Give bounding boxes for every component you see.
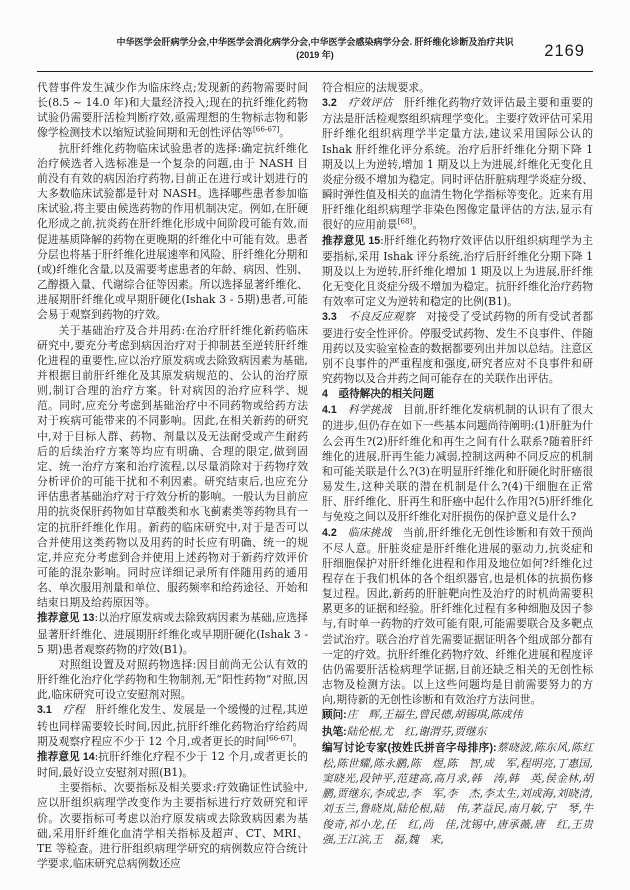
- text-run: 庄 辉,王福生,曾民德,胡锡琪,陈成伟: [346, 708, 523, 722]
- article-body: [37, 80, 604, 871]
- paragraph-basic-treatment: [37, 323, 308, 611]
- page-header: [37, 36, 593, 70]
- paragraph-regulation-continued: [322, 80, 593, 95]
- text-run: 执笔:: [322, 725, 347, 738]
- text-run: 编写讨论专家(按姓氏拼音字母排序):: [322, 741, 497, 754]
- text-run: 符合相应的法规要求。: [322, 81, 430, 94]
- text-run: 疗效评估: [336, 96, 404, 110]
- column-right: [322, 80, 604, 871]
- text-run: 代替事件发生减少作为临床终点;发现新的药物需要时间长(8.5 ~ 14.0 年)和大量经济投入;现在的抗纤维化药物试验仍需要肝活检判断疗效,亟需理想的生物标志物和影像学检测技术以缩短试验间期和无创性评估等: [37, 81, 308, 140]
- recommendation-14: [37, 749, 308, 780]
- text-run: 肝纤维化药物疗效评估最主要和重要的方法是肝活检观察组织病理学变化。主要疗效评估可采用肝纤维化组织病理学半定量方法,建议采用国际公认的 Ishak 肝纤维化评分系统。治疗后肝纤维化分期下降 1 期及以上为逆转,增加 1 期及以上为进展,纤维化无变化且炎症分级不增加为稳定。同时评估肝脏病理学炎症分级、瞬时弹性值及相关的血清生物化学指标等变化。近来有用肝纤维化组织病理学非染色图像定量评估的方法,显示有很好的应用前景: [322, 96, 594, 232]
- citation-ref: [66-67]: [266, 733, 293, 743]
- text-run: 临床挑战: [336, 525, 403, 539]
- credits-advisors: [322, 707, 593, 723]
- text-run: :以治疗原发病或去除致病因素为基础,应选择显著肝纤维化、进展期肝纤维化或早期肝硬化(Ishak 3 - 5 期)患者观察药物的疗效(B1)。: [37, 611, 308, 656]
- subsection-4-1-scientific-challenges: [322, 402, 593, 524]
- text-run: 推荐意见 14: [37, 750, 95, 763]
- paragraph-control-group: [37, 657, 308, 702]
- text-run: 4 亟待解决的相关问题: [322, 388, 434, 401]
- text-run: 3.3: [322, 311, 337, 324]
- text-run: 抗肝纤维化药物临床试验患者的选择:确定抗纤维化治疗候选者入选标准是一个复杂的问题,由于 NASH 目前没有有效的病因治疗药物,目前正在进行或计划进行的大多数临床试验都是针对 NASH。选择哪些患者参加临床试验,将主要由候选药物的作用机制决定。例如,在肝硬化形成之前,抗炎药在肝纤维化形成中间阶段可能有效,而促进基质降解的药物在更晚期的纤维化中可能有效。患者分层也将基于肝纤维化进展速率和风险、肝纤维化分期和(或)纤维化含量,以及需要考虑患者的年龄、病因、性别、乙醇摄入量、代谢综合征等因素。所以选择显著纤维化、进展期肝纤维化或早期肝硬化(Ishak 3 - 5期)患者,可能会易于观察到药物的疗效。: [37, 141, 308, 322]
- text-run: 肝纤维化发生、发展是一个缓慢的过程,其逆转也同样需要较长时间,因此,抗肝纤维化药物治疗给药周期及观察疗程应不少于 12 个月,或者更长的时间: [37, 703, 308, 748]
- page-number: 2169: [544, 42, 585, 60]
- text-run: 疗程: [51, 703, 96, 717]
- text-run: 目前,肝纤维化发病机制的认识有了很大的进步,但仍存在如下一些基本问题尚待阐明:(1)肝脏为什么会再生?(2)肝纤维化和再生之间有什么联系?随着肝纤维化的进展,肝再生能力减弱,控制这两种不同反应的机制和可能关联是什么?(3)在明显肝纤维化和肝硬化时肝癌很易发生,这种关联的潜在机制是什么?(4)干细胞在正常肝、肝纤维化、肝再生和肝癌中起什么作用?(5)肝纤维化与免疫之间以及肝纤维化对肝损伤的保护意义是什么?: [322, 403, 593, 524]
- citation-ref: [68]: [397, 216, 413, 226]
- text-run: 4.1: [322, 404, 337, 417]
- journal-header-title: 中华医学会肝病学分会,中华医学会消化病学分会,中华医学会感染病学分会. 肝纤维化诊断及治疗共识(2019 年): [116, 37, 514, 60]
- text-run: :抗肝纤维化疗程不少于 12 个月,或者更长的时间,最好设立安慰剂对照(B1)。: [37, 749, 308, 780]
- text-run: 。: [279, 126, 291, 140]
- text-run: 陆伦根,尤 红,谢渭芬,贾继东: [346, 724, 487, 738]
- paragraph-primary-endpoints: [37, 780, 308, 871]
- text-run: 主要指标、次要指标及相关要求:疗效确证性试验中,应以肝组织病理学改变作为主要指标进行疗效研究和评价。次要指标可考虑以治疗原发病或去除致病因素为基础,采用肝纤维化血清学相关指标及超声、CT、MRI、TE 等检查。进行肝组织病理学研究的病例数应符合统计学要求,临床研究总病例数还应: [37, 781, 308, 870]
- subsection-3-1-course: [37, 702, 308, 748]
- recommendation-13: [37, 610, 308, 656]
- subsection-3-2-efficacy: [322, 95, 593, 232]
- recommendation-15: [322, 233, 593, 310]
- column-left: [37, 80, 308, 871]
- credits-expert-panel: [322, 740, 604, 847]
- text-run: 科学挑战: [336, 403, 403, 417]
- section-4-title: [322, 386, 593, 402]
- text-run: 不良反应观察: [336, 310, 427, 324]
- text-run: 。: [292, 734, 304, 748]
- text-run: 4.2: [322, 526, 337, 539]
- text-run: 蔡晓波,陈东风,陈红松,陈世耀,陈永鹏,陈 煜,陈 智,成 军,程明亮,丁惠国,窦晓光,段钟平,范建高,高月求,韩 涛,韩 英,侯金林,胡 鹏,贾继东,李成忠,李 军,李 杰,李太生,刘成海,刘晓清,刘玉兰,鲁晓岚,陆伦根,陆 伟,茅益民,南月敏,宁 琴,牛俊奇,祁小龙,任 红,尚 佳,沈锡中,唐承薇,唐 红,王贵强,王江滨,王 磊,魏 来,: [322, 740, 604, 846]
- credits-authors: [322, 724, 593, 740]
- text-run: 3.1: [37, 704, 52, 717]
- text-run: 关于基础治疗及合并用药:在治疗肝纤维化新药临床研究中,要充分考虑到病因治疗对于抑制甚至逆转肝纤维化进程的重要性,应以治疗原发病或去除致病因素为基础,并根据目前肝纤维化及其原发病规范的、公认的治疗原则,制订合理的治疗方案。针对病因的治疗应科学、规范。同时,应充分考虑到基础治疗中不同药物或给药方法对于疾病可能带来的不同影响。因此,在相关新药的研究中,对于目标人群、药物、剂量以及无法耐受或产生耐药后的后续治疗方案等均应有明确、合理的限定,做到固定、统一治疗方案和治疗流程,以尽量消除对于药物疗效分析评价的可能干扰和不利因素。研究结束后,也应充分评估患者基础治疗对于疗效分析的影响。一般认为目前应用的抗炎保肝药物如甘草酸类和水飞蓟素类等药物具有一定的抗肝纤维化作用。新药的临床研究中,对于是否可以合并使用这类药物以及用药的时长应有明确、统一的规定,并应充分考虑到合并使用上述药物对于新药疗效评价可能的混杂影响。同时应详细记录所有伴随用药的通用名、单次服用剂量和单位、服药频率和给药途径、开始和结束日期及给药原因等。: [37, 323, 308, 610]
- text-run: 。: [412, 218, 424, 232]
- text-run: 当前,肝纤维化无创性诊断和有效干预尚不尽人意。肝脏炎症是肝纤维化进展的驱动力,抗炎症和肝细胞保护对肝纤维化进程和作用及地位如何?纤维化过程存在于我们机体的各个组织器官,也是机体的抗损伤修复过程。因此,新药的肝脏靶向性及治疗的时机尚需要积累更多的证据和经验。肝纤维化过程有多种细胞及因子参与,有时单一药物的疗效可能有限,可能需要联合及多靶点尝试治疗。联合治疗首先需要证据证明各个组成部分都有一定的疗效。抗肝纤维化药物疗效、纤维化进展和程度评估仍需要肝活检病理学证据,目前还缺乏相关的无创性标志物及检测方法。以上这些问题均是目前需要努力的方向,期待新的无创性诊断和有效治疗方法问世。: [322, 525, 593, 707]
- text-run: 推荐意见 15: [322, 234, 381, 247]
- subsection-4-2-clinical-challenges: [322, 525, 593, 708]
- header-divider: [37, 71, 593, 72]
- paragraph-trial-endpoints: [37, 80, 308, 141]
- text-run: 对接受了受试药物的所有受试者都要进行安全性评价。停服受试药物、发生不良事件、伴随用药以及实验室检查的数据都要列出并加以总结。注意区别不良事件的严重程度和强度,研究者应对不良事件和研究药物以及合并药之间可能存在的关联作出评估。: [322, 310, 594, 385]
- text-run: 推荐意见 13: [37, 612, 95, 625]
- paragraph-patient-selection: [37, 141, 308, 323]
- text-run: 对照组设置及对照药物选择:因目前尚无公认有效的肝纤维化治疗化学药物和生物制剂,无“阳性药物”对照,因此,临床研究可设立安慰剂对照。: [37, 657, 308, 702]
- text-run: 3.2: [322, 97, 337, 110]
- citation-ref: [66-67]: [252, 124, 280, 134]
- text-run: :肝纤维化药物疗效评估以肝组织病理学为主要指标,采用 Ishak 评分系统,治疗后肝纤维化分期下降 1 期及以上为逆转,肝纤维化增加 1 期及以上为进展,肝纤维化无变化且炎症分级不增加为稳定。抗肝纤维化治疗药物有效率可定义为逆转和稳定的比例(B1)。: [322, 233, 593, 309]
- text-run: 顾问:: [322, 709, 347, 722]
- subsection-3-3-adverse-reactions: [322, 309, 593, 386]
